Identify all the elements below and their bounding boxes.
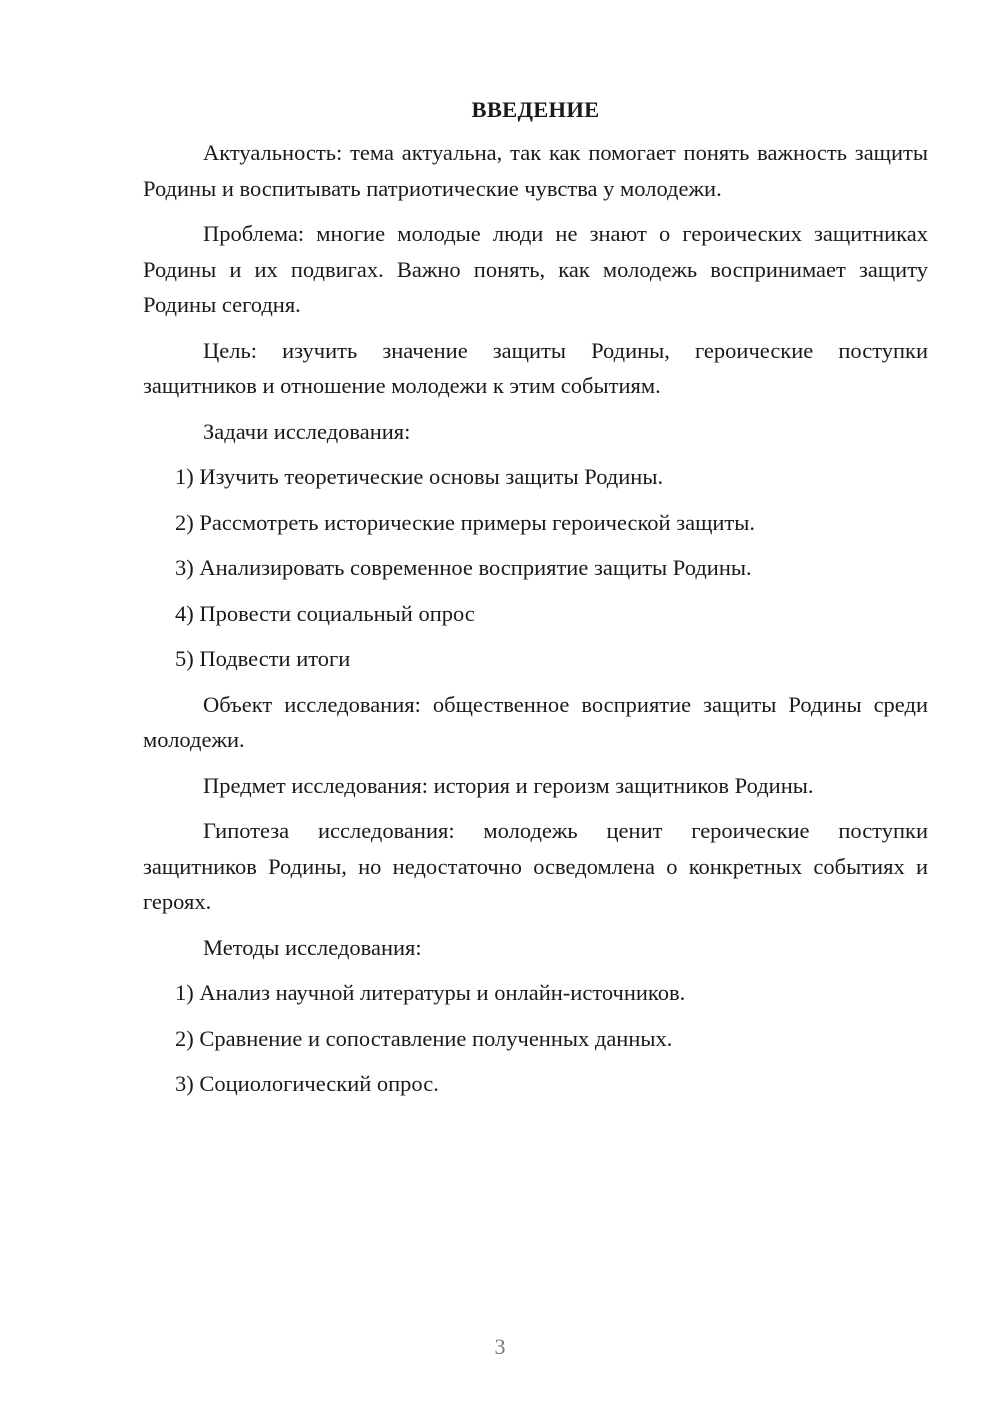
tasks-heading: Задачи исследования:	[203, 418, 411, 444]
relevance-paragraph: Актуальность: тема актуальна, так как помогает понять важность защиты Родины и воспитывать патриотические чувства у молодежи.	[143, 140, 928, 201]
list-item: 3) Социологический опрос.	[175, 1071, 439, 1096]
list-item: 1) Изучить теоретические основы защиты Родины.	[175, 464, 664, 489]
list-item: 2) Сравнение и сопоставление полученных данных.	[175, 1025, 673, 1051]
hypothesis-paragraph: Гипотеза исследования: молодежь ценит героические поступки защитников Родины, но недостаточно осведомлена о конкретных событиях и героях.	[143, 818, 928, 914]
methods-heading: Методы исследования:	[203, 934, 422, 960]
object-paragraph: Объект исследования: общественное восприятие защиты Родины среди молодежи.	[143, 691, 928, 752]
list-item: 2) Рассмотреть исторические примеры героической защиты.	[175, 509, 756, 535]
page-number: 3	[494, 1334, 506, 1359]
document-page	[143, 94, 928, 1112]
methods-list	[143, 975, 928, 1102]
tasks-list	[143, 459, 928, 677]
subject-paragraph: Предмет исследования: история и героизм защитников Родины.	[203, 772, 814, 798]
list-item: 3) Анализировать современное восприятие защиты Родины.	[175, 555, 752, 580]
problem-paragraph: Проблема: многие молодые люди не знают о героических защитниках Родины и их подвигах. Важно понять, как молодежь воспринимает защиту Родины сегодня.	[143, 221, 928, 317]
list-item: 5) Подвести итоги	[175, 646, 351, 671]
list-item: 1) Анализ научной литературы и онлайн-источников.	[175, 980, 686, 1005]
section-title: ВВЕДЕНИЕ	[471, 97, 600, 122]
list-item: 4) Провести социальный опрос	[175, 600, 475, 626]
goal-paragraph: Цель: изучить значение защиты Родины, героические поступки защитников и отношение молодежи к этим событиям.	[143, 337, 928, 398]
